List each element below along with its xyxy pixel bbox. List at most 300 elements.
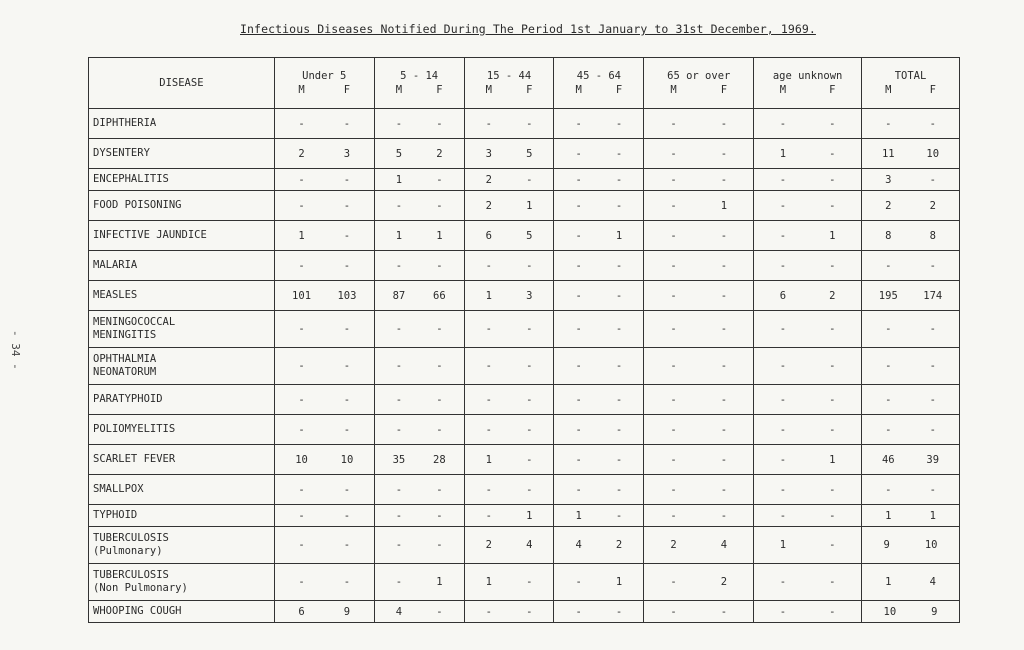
- value-f: -: [720, 117, 728, 130]
- value-cell: [374, 251, 464, 281]
- value-cell: [554, 251, 644, 281]
- value-f: 2: [436, 147, 443, 160]
- value-m: -: [575, 173, 582, 186]
- value-cell: [464, 139, 554, 169]
- value-f: 28: [433, 453, 446, 466]
- disease-name: TUBERCULOSIS (Pulmonary): [89, 527, 275, 564]
- value-m: 101: [292, 289, 312, 302]
- value-m: -: [395, 576, 403, 588]
- value-cell: [862, 191, 960, 221]
- value-m: 1: [395, 173, 403, 186]
- value-cell: [644, 191, 754, 221]
- value-cell: [554, 445, 644, 475]
- value-f: -: [829, 360, 836, 372]
- value-m: -: [670, 259, 677, 272]
- value-cell: [274, 191, 374, 221]
- value-cell: [274, 445, 374, 475]
- value-f: 174: [923, 289, 943, 302]
- value-f: -: [526, 117, 533, 130]
- value-m: -: [670, 199, 677, 212]
- table-row: [89, 475, 960, 505]
- value-m: -: [575, 323, 582, 335]
- value-cell: [554, 601, 644, 623]
- value-f: -: [526, 423, 533, 436]
- value-f: 66: [433, 289, 446, 302]
- value-f: -: [436, 509, 443, 522]
- header-total: [862, 58, 960, 109]
- header-m: M: [298, 84, 305, 96]
- value-m: -: [298, 117, 305, 130]
- value-f: -: [615, 360, 623, 372]
- value-m: -: [779, 605, 787, 618]
- value-cell: [862, 281, 960, 311]
- value-m: -: [485, 393, 492, 406]
- value-m: 4: [395, 605, 403, 618]
- value-cell: [754, 475, 862, 505]
- value-cell: [274, 221, 374, 251]
- value-f: -: [720, 289, 728, 302]
- value-f: -: [929, 423, 936, 436]
- value-cell: [754, 109, 862, 139]
- value-m: -: [395, 539, 403, 551]
- value-f: -: [436, 199, 443, 212]
- value-f: -: [929, 259, 936, 272]
- value-m: 11: [881, 147, 895, 160]
- disease-name: DIPHTHERIA: [89, 109, 275, 139]
- value-m: 1: [485, 289, 492, 302]
- value-m: -: [670, 509, 677, 522]
- value-f: 1: [615, 229, 623, 242]
- header-group-label: 5 - 14: [400, 70, 439, 82]
- value-m: 2: [485, 199, 492, 212]
- value-m: -: [779, 576, 787, 588]
- value-m: 1: [395, 229, 403, 242]
- value-cell: [464, 169, 554, 191]
- header-f: F: [929, 84, 936, 96]
- header-65-over: [644, 58, 754, 109]
- value-m: -: [485, 423, 492, 436]
- value-cell: [374, 139, 464, 169]
- value-f: -: [343, 393, 351, 406]
- value-m: -: [395, 483, 403, 496]
- header-5-14: [374, 58, 464, 109]
- value-m: -: [885, 483, 892, 496]
- value-m: -: [779, 423, 787, 436]
- value-cell: [554, 475, 644, 505]
- value-f: -: [829, 539, 836, 551]
- value-m: -: [779, 117, 787, 130]
- value-f: 39: [926, 453, 940, 466]
- value-m: -: [395, 393, 403, 406]
- value-cell: [374, 527, 464, 564]
- value-m: -: [575, 483, 582, 496]
- value-cell: [754, 445, 862, 475]
- value-m: -: [575, 453, 582, 466]
- value-m: 6: [298, 605, 305, 618]
- header-m: M: [779, 84, 787, 96]
- value-cell: [554, 221, 644, 251]
- header-f: F: [720, 84, 728, 96]
- table-row: [89, 385, 960, 415]
- value-cell: [554, 281, 644, 311]
- value-f: -: [929, 483, 936, 496]
- table-row: [89, 564, 960, 601]
- value-f: -: [343, 323, 351, 335]
- value-cell: [374, 109, 464, 139]
- table-row: [89, 601, 960, 623]
- disease-name: MENINGOCOCCAL MENINGITIS: [89, 311, 275, 348]
- value-cell: [644, 445, 754, 475]
- value-cell: [754, 251, 862, 281]
- value-cell: [862, 311, 960, 348]
- header-f: F: [526, 84, 533, 96]
- value-f: -: [526, 576, 533, 588]
- value-m: -: [670, 483, 677, 496]
- value-m: 195: [878, 289, 898, 302]
- value-cell: [554, 109, 644, 139]
- value-f: -: [343, 199, 351, 212]
- value-f: -: [615, 199, 623, 212]
- value-f: 1: [720, 199, 728, 212]
- value-m: 9: [883, 539, 890, 551]
- value-m: -: [298, 360, 305, 372]
- disease-name: TYPHOID: [89, 505, 275, 527]
- value-m: -: [485, 483, 492, 496]
- disease-name: PARATYPHOID: [89, 385, 275, 415]
- value-cell: [464, 475, 554, 505]
- value-m: 1: [575, 509, 582, 522]
- value-m: -: [485, 117, 492, 130]
- value-cell: [274, 601, 374, 623]
- table-row: [89, 527, 960, 564]
- value-cell: [464, 505, 554, 527]
- value-m: -: [670, 576, 677, 588]
- value-m: -: [485, 360, 492, 372]
- value-f: -: [436, 605, 443, 618]
- value-f: -: [720, 147, 728, 160]
- value-f: -: [615, 453, 623, 466]
- table-row: [89, 169, 960, 191]
- value-cell: [274, 311, 374, 348]
- value-m: -: [575, 289, 582, 302]
- value-cell: [754, 601, 862, 623]
- value-f: 103: [337, 289, 357, 302]
- value-cell: [374, 564, 464, 601]
- value-cell: [554, 415, 644, 445]
- value-f: -: [929, 117, 936, 130]
- value-m: -: [670, 147, 677, 160]
- value-m: -: [779, 453, 787, 466]
- value-f: -: [436, 360, 443, 372]
- value-m: -: [575, 423, 582, 436]
- header-group-label: Under 5: [302, 70, 347, 82]
- value-m: 10: [295, 453, 308, 466]
- value-f: 3: [526, 289, 533, 302]
- value-f: 1: [615, 576, 623, 588]
- disease-name: WHOOPING COUGH: [89, 601, 275, 623]
- value-f: 4: [720, 539, 728, 551]
- value-m: 1: [885, 576, 892, 588]
- value-f: -: [720, 173, 728, 186]
- value-cell: [644, 475, 754, 505]
- value-cell: [644, 348, 754, 385]
- value-f: -: [526, 605, 533, 618]
- value-f: 10: [924, 539, 938, 551]
- value-f: -: [720, 259, 728, 272]
- value-f: -: [615, 323, 623, 335]
- value-cell: [754, 385, 862, 415]
- value-f: -: [343, 360, 351, 372]
- value-m: 1: [779, 147, 787, 160]
- value-f: -: [615, 173, 623, 186]
- value-f: -: [436, 323, 443, 335]
- value-m: 8: [885, 229, 892, 242]
- value-m: -: [575, 360, 582, 372]
- value-cell: [862, 505, 960, 527]
- header-m: M: [485, 84, 492, 96]
- value-m: -: [298, 173, 305, 186]
- value-f: 10: [926, 147, 940, 160]
- value-m: -: [670, 360, 677, 372]
- value-f: -: [436, 173, 443, 186]
- value-f: 1: [829, 453, 836, 466]
- value-cell: [554, 505, 644, 527]
- value-cell: [862, 221, 960, 251]
- table-row: [89, 109, 960, 139]
- value-f: -: [829, 393, 836, 406]
- value-cell: [274, 251, 374, 281]
- table-body: [89, 109, 960, 623]
- value-m: -: [779, 360, 787, 372]
- value-m: -: [298, 539, 305, 551]
- header-group-label: 65 or over: [667, 70, 731, 82]
- disease-name: DYSENTERY: [89, 139, 275, 169]
- value-cell: [754, 527, 862, 564]
- value-m: -: [779, 323, 787, 335]
- value-f: -: [615, 117, 623, 130]
- value-cell: [464, 445, 554, 475]
- value-cell: [862, 564, 960, 601]
- value-f: -: [720, 360, 728, 372]
- value-f: -: [615, 509, 623, 522]
- value-m: -: [575, 393, 582, 406]
- value-m: -: [575, 199, 582, 212]
- value-f: 2: [615, 539, 623, 551]
- value-f: -: [615, 147, 623, 160]
- value-cell: [644, 281, 754, 311]
- header-m: M: [395, 84, 403, 96]
- table-row: [89, 281, 960, 311]
- value-cell: [374, 191, 464, 221]
- value-f: -: [615, 483, 623, 496]
- value-cell: [374, 475, 464, 505]
- value-m: 2: [885, 199, 892, 212]
- value-m: 6: [779, 289, 787, 302]
- value-cell: [554, 385, 644, 415]
- value-f: -: [526, 393, 533, 406]
- value-cell: [554, 527, 644, 564]
- header-45-64: [554, 58, 644, 109]
- value-f: -: [720, 605, 728, 618]
- value-cell: [374, 281, 464, 311]
- value-f: -: [343, 229, 351, 242]
- value-m: 1: [298, 229, 305, 242]
- value-f: -: [829, 576, 836, 588]
- value-cell: [554, 564, 644, 601]
- value-f: 1: [436, 576, 443, 588]
- value-cell: [274, 475, 374, 505]
- value-cell: [644, 221, 754, 251]
- value-f: 9: [931, 605, 938, 618]
- value-cell: [644, 139, 754, 169]
- value-f: 2: [720, 576, 728, 588]
- value-f: 5: [526, 147, 533, 160]
- value-m: -: [575, 259, 582, 272]
- value-m: 2: [670, 539, 677, 551]
- disease-table: [88, 57, 960, 623]
- value-cell: [274, 505, 374, 527]
- header-15-44: [464, 58, 554, 109]
- header-m: M: [885, 84, 892, 96]
- value-cell: [374, 348, 464, 385]
- value-cell: [644, 415, 754, 445]
- value-cell: [464, 601, 554, 623]
- value-f: -: [829, 483, 836, 496]
- value-f: -: [343, 483, 351, 496]
- value-cell: [862, 169, 960, 191]
- value-m: 5: [395, 147, 403, 160]
- value-cell: [754, 505, 862, 527]
- value-f: -: [526, 323, 533, 335]
- disease-name: TUBERCULOSIS (Non Pulmonary): [89, 564, 275, 601]
- value-cell: [274, 139, 374, 169]
- value-m: 3: [485, 147, 492, 160]
- value-m: -: [575, 605, 582, 618]
- value-cell: [374, 601, 464, 623]
- value-cell: [644, 109, 754, 139]
- value-f: -: [436, 393, 443, 406]
- value-cell: [274, 415, 374, 445]
- value-f: -: [720, 483, 728, 496]
- value-m: -: [575, 576, 582, 588]
- value-f: 9: [343, 605, 351, 618]
- value-cell: [274, 348, 374, 385]
- table-row: [89, 505, 960, 527]
- value-m: 2: [298, 147, 305, 160]
- value-f: -: [526, 453, 533, 466]
- value-f: -: [720, 323, 728, 335]
- value-cell: [554, 139, 644, 169]
- value-cell: [274, 564, 374, 601]
- value-m: -: [779, 259, 787, 272]
- header-group-label: age unknown: [772, 70, 843, 82]
- value-f: -: [526, 173, 533, 186]
- value-cell: [464, 191, 554, 221]
- value-f: -: [436, 423, 443, 436]
- value-f: -: [436, 483, 443, 496]
- value-cell: [374, 445, 464, 475]
- value-cell: [754, 415, 862, 445]
- value-f: -: [615, 423, 623, 436]
- value-f: -: [720, 229, 728, 242]
- header-group-label: TOTAL: [894, 70, 927, 82]
- value-f: -: [615, 289, 623, 302]
- disease-name: INFECTIVE JAUNDICE: [89, 221, 275, 251]
- value-cell: [644, 385, 754, 415]
- table-row: [89, 445, 960, 475]
- value-m: -: [670, 605, 677, 618]
- header-f: F: [829, 84, 836, 96]
- value-m: -: [670, 393, 677, 406]
- value-m: -: [670, 229, 677, 242]
- value-m: -: [395, 323, 403, 335]
- value-m: -: [485, 605, 492, 618]
- value-cell: [644, 169, 754, 191]
- header-under-5: [274, 58, 374, 109]
- value-f: -: [615, 259, 623, 272]
- value-cell: [464, 221, 554, 251]
- value-cell: [464, 311, 554, 348]
- disease-name: ENCEPHALITIS: [89, 169, 275, 191]
- value-cell: [374, 385, 464, 415]
- table-row: [89, 251, 960, 281]
- value-m: -: [885, 423, 892, 436]
- value-f: -: [720, 453, 728, 466]
- value-f: -: [436, 539, 443, 551]
- value-cell: [274, 109, 374, 139]
- value-cell: [274, 527, 374, 564]
- value-cell: [464, 564, 554, 601]
- value-cell: [862, 415, 960, 445]
- value-f: -: [829, 423, 836, 436]
- value-m: 2: [485, 173, 492, 186]
- value-cell: [464, 527, 554, 564]
- page-number: - 34 -: [9, 330, 22, 370]
- value-f: 5: [526, 229, 533, 242]
- value-cell: [374, 505, 464, 527]
- value-f: 4: [526, 539, 533, 551]
- value-f: 2: [829, 289, 836, 302]
- value-m: -: [298, 423, 305, 436]
- header-m: M: [575, 84, 582, 96]
- value-m: -: [298, 483, 305, 496]
- value-f: -: [343, 509, 351, 522]
- value-cell: [862, 139, 960, 169]
- header-row: [89, 58, 960, 109]
- table-row: [89, 348, 960, 385]
- value-m: 4: [575, 539, 582, 551]
- disease-name: MALARIA: [89, 251, 275, 281]
- disease-name: OPHTHALMIA NEONATORUM: [89, 348, 275, 385]
- value-f: -: [343, 117, 351, 130]
- header-f: F: [343, 84, 351, 96]
- header-f: F: [615, 84, 623, 96]
- value-m: -: [395, 509, 403, 522]
- value-m: -: [395, 360, 403, 372]
- header-f: F: [436, 84, 443, 96]
- value-m: -: [485, 259, 492, 272]
- value-m: 46: [881, 453, 895, 466]
- value-cell: [862, 445, 960, 475]
- value-f: 1: [436, 229, 443, 242]
- value-f: -: [829, 605, 836, 618]
- value-m: -: [298, 259, 305, 272]
- value-m: -: [485, 323, 492, 335]
- table-row: [89, 415, 960, 445]
- value-cell: [754, 221, 862, 251]
- header-m: M: [670, 84, 677, 96]
- value-m: -: [395, 117, 403, 130]
